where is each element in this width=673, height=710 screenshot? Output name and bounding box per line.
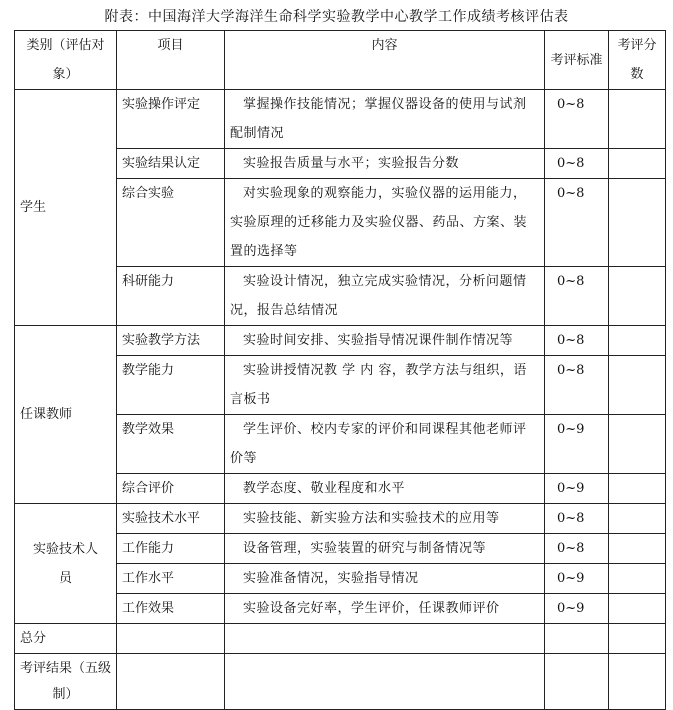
score-cell[interactable] [609,594,666,624]
header-category: 类别（评估对象） [15,31,117,90]
content-cell: 设备管理，实验装置的研究与制备情况等 [225,534,545,564]
score-cell[interactable] [609,504,666,534]
standard-cell: 0~8 [545,179,609,267]
total-standard-cell [545,624,609,654]
category-students: 学生 [15,90,117,326]
content-cell: 实验时间安排、实验指导情况课件制作情况等 [225,326,545,356]
score-cell[interactable] [609,534,666,564]
page-title: 附表：中国海洋大学海洋生命科学实验教学中心教学工作成绩考核评估表 [104,9,569,25]
item-cell: 教学效果 [117,415,225,474]
item-cell: 工作能力 [117,534,225,564]
standard-cell: 0~8 [545,356,609,415]
result-item-cell [117,654,225,710]
standard-cell: 0~8 [545,267,609,326]
header-score: 考评分数 [609,31,666,90]
score-cell[interactable] [609,90,666,149]
header-row [15,31,666,90]
standard-cell: 0~9 [545,415,609,474]
evaluation-table [14,30,666,710]
standard-cell: 0~8 [545,504,609,534]
result-standard-cell [545,654,609,710]
standard-cell: 0~8 [545,534,609,564]
content-cell: 实验技能、新实验方法和实验技术的应用等 [225,504,545,534]
total-content-cell [225,624,545,654]
score-cell[interactable] [609,415,666,474]
total-score-cell[interactable] [609,624,666,654]
score-cell[interactable] [609,474,666,504]
item-cell: 实验技术水平 [117,504,225,534]
score-cell[interactable] [609,179,666,267]
result-score-cell[interactable] [609,654,666,710]
total-row [15,624,666,654]
table-row [15,90,666,149]
score-cell[interactable] [609,326,666,356]
item-cell: 工作水平 [117,564,225,594]
result-content-cell [225,654,545,710]
header-standard: 考评标准 [545,31,609,90]
table-row [15,504,666,534]
standard-cell: 0~9 [545,474,609,504]
standard-cell: 0~8 [545,90,609,149]
header-content: 内容 [225,31,545,90]
score-cell[interactable] [609,267,666,326]
content-cell: 实验报告质量与水平；实验报告分数 [225,149,545,179]
result-label: 考评结果（五级制） [15,654,117,710]
content-cell: 实验设计情况，独立完成实验情况，分析问题情况，报告总结情况 [225,267,545,326]
content-cell: 对实验现象的观察能力，实验仪器的运用能力，实验原理的迁移能力及实验仪器、药品、方案、装置的选择等 [225,179,545,267]
item-cell: 科研能力 [117,267,225,326]
category-technicians: 实验技术人员 [15,504,117,624]
content-cell: 学生评价、校内专家的评价和同课程其他老师评价等 [225,415,545,474]
content-cell: 教学态度、敬业程度和水平 [225,474,545,504]
item-cell: 实验教学方法 [117,326,225,356]
score-cell[interactable] [609,564,666,594]
item-cell: 实验操作评定 [117,90,225,149]
standard-cell: 0~9 [545,564,609,594]
header-item: 项目 [117,31,225,90]
item-cell: 综合实验 [117,179,225,267]
score-cell[interactable] [609,356,666,415]
standard-cell: 0~9 [545,594,609,624]
content-cell: 掌握操作技能情况；掌握仪器设备的使用与试剂配制情况 [225,90,545,149]
total-item-cell [117,624,225,654]
content-cell: 实验设备完好率，学生评价，任课教师评价 [225,594,545,624]
item-cell: 教学能力 [117,356,225,415]
table-row [15,326,666,356]
item-cell: 综合评价 [117,474,225,504]
category-teachers: 任课教师 [15,326,117,504]
item-cell: 工作效果 [117,594,225,624]
standard-cell: 0~8 [545,326,609,356]
result-row [15,654,666,710]
content-cell: 实验讲授情况教 学 内 容，教学方法与组织，语言板书 [225,356,545,415]
standard-cell: 0~8 [545,149,609,179]
total-label: 总分 [15,624,117,654]
item-cell: 实验结果认定 [117,149,225,179]
content-cell: 实验准备情况，实验指导情况 [225,564,545,594]
score-cell[interactable] [609,149,666,179]
